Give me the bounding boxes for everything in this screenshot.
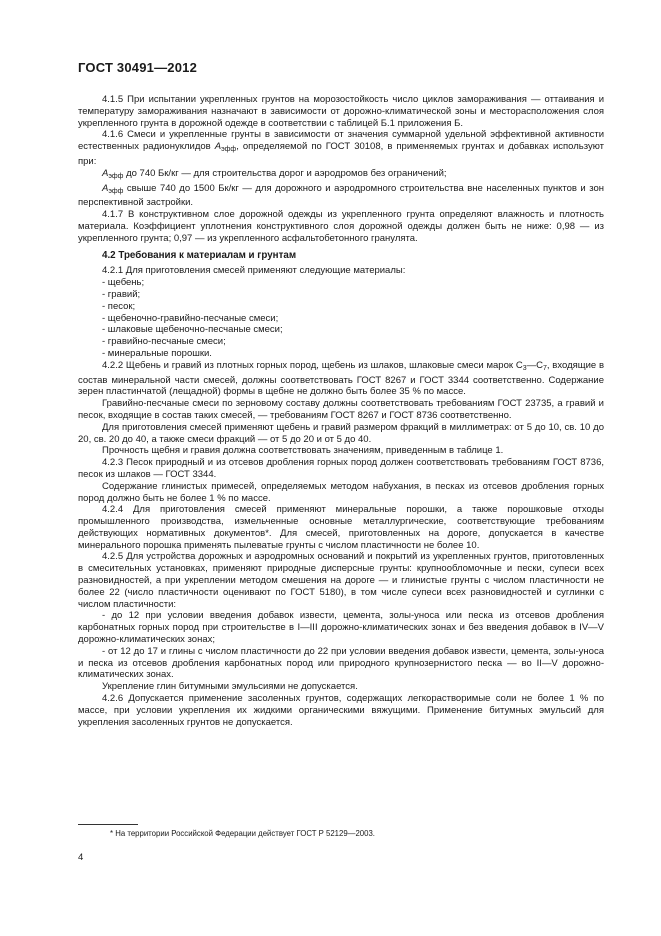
paragraph-4-2-6: 4.2.6 Допускается применение засоленных грунтов, содержащих легкорастворимые соли не более 1 % по массе, при условии укрепления их жидкими органическими вяжущими. Применение битумных эмульсий для укрепления засоленных грунтов не допускается. [78, 693, 604, 728]
paragraph-4-2-2-sand-gravel: Гравийно-песчаные смеси по зерновому составу должны соответствовать требованиям ГОСТ 23735, а гравий и песок, входящие в состав таких смесей, — требованиям ГОСТ 8267 и ГОСТ 8736 соответственно. [78, 398, 604, 421]
paragraph-4-2-5: 4.2.5 Для устройства дорожных и аэродромных оснований и покрытий из укрепленных грунтов, приготовленных в смесительных установках, применяют природные дисперсные грунты: крупнообломочные и пески, супеси всех разновидностей, а при укреплении методом смешения на дороге — и глинистые грунты с числом пластичности не более 22 (число пластичности оценивают по ГОСТ 5180), в том числе супеси всех разновидностей и суглинки с числом пластичности: [78, 551, 604, 610]
paragraph-4-1-6-item-1: $A_{эфф}$ до 740 Бк/кг — для строительства дорог и аэродромов без ограничений; [102, 167, 447, 180]
document-header: ГОСТ 30491—2012 [78, 60, 197, 75]
paragraph-4-1-7: 4.1.7 В конструктивном слое дорожной одежды из укрепленного грунта определяют влажность и плотность материала. Коэффициент уплотнения конструктивного слоя дорожной одежды должен быть не ниже: 0,98 — из укрепленного грунта; 0,97 — из укрепленного асфальтобетонного гранулята. [78, 209, 604, 244]
paragraph-4-2-5-item-2: - от 12 до 17 и глины с числом пластичности до 22 при условии введения добавок извести, цемента, золы-уноса и песка из отсевов дробления карбонатных пород или природного крупнозернистого песка — во II—V дорожно-климатических зонах. [78, 645, 604, 681]
materials-list [78, 277, 604, 360]
footnote: * На территории Российской Федерации действует ГОСТ Р 52129—2003. [110, 829, 375, 838]
list-item: - гравий; [102, 288, 141, 300]
paragraph-4-2-2-strength: Прочность щебня и гравия должна соответствовать значениям, приведенным в таблице 1. [102, 445, 504, 457]
paragraph-4-1-6: 4.1.6 Смеси и укрепленные грунты в зависимости от значения суммарной удельной эффективной активности естественных радионуклидов $A_{эфф}$, определяемой по ГОСТ 30108, в применяемых грунтах и добавках используют при: [78, 129, 604, 167]
paragraph-4-2-3-clay: Содержание глинистых примесей, определяемых методом набухания, в песках из отсевов дробления горных пород должно быть не более 1 % по массе. [78, 480, 604, 504]
page-content [78, 94, 604, 728]
list-item: - шлаковые щебеночно-песчаные смеси; [102, 324, 283, 336]
paragraph-4-2-5-note: Укрепление глин битумными эмульсиями не допускается. [102, 681, 358, 693]
list-item: - минеральные порошки. [102, 347, 212, 359]
paragraph-4-2-1: 4.2.1 Для приготовления смесей применяют следующие материалы: [102, 265, 406, 277]
list-item: - песок; [102, 300, 136, 312]
paragraph-4-2-5-item-1: - до 12 при условии введения добавок извести, цемента, золы-уноса или песка из отсевов дробления карбонатных горных пород при строительстве в I—III дорожно-климатических зонах и без введения добавок в IV—V дорожно-климатических зонах; [78, 610, 604, 646]
paragraph-4-1-6-item-2: $A_{эфф}$ свыше 740 до 1500 Бк/кг — для дорожного и аэродромного строительства вне населенных пунктов и зон перспективной застройки. [78, 182, 604, 209]
page-number: 4 [78, 852, 84, 863]
section-heading-4-2: 4.2 Требования к материалам и грунтам [102, 249, 297, 261]
paragraph-4-2-2: 4.2.2 Щебень и гравий из плотных горных пород, щебень из шлаков, шлаковые смеси марок $С_3—С_7$, входящие в состав минеральной части смесей, должны соответствовать ГОСТ 8267 и ГОСТ 3344 соответственно. Содержание зерен пластинчатой (лещадной) формы в щебне не должно быть более 35 % по массе. [78, 359, 605, 398]
list-item: - гравийно-песчаные смеси; [102, 336, 226, 348]
paragraph-4-2-4: 4.2.4 Для приготовления смесей применяют минеральные порошки, а также порошковые отходы промышленного производства, измельченные основные металлургические, соответствующие требованиям действующих нормативных документов*. Для смесей, приготовленных на дороге, допускается в качестве минерального порошка применять пылеватые грунты с числом пластичности не более 10. [78, 504, 604, 551]
paragraph-4-2-2-fractions: Для приготовления смесей применяют щебень и гравий размером фракций в миллиметрах: от 5 до 10, св. 10 до 20, св. 20 до 40, а также смеси фракций — от 5 до 20 и от 5 до 40. [78, 421, 604, 445]
paragraph-4-1-5: 4.1.5 При испытании укрепленных грунтов на морозостойкость число циклов замораживания — оттаивания и температуру замораживания назначают в зависимости от дорожно-климатической зоны и месторасположения слоя укрепленного грунта в дорожной одежде в соответствии с таблицей Б.1 приложения Б. [78, 94, 604, 129]
list-item: - щебень; [102, 277, 145, 289]
list-item: - щебеночно-гравийно-песчаные смеси; [102, 312, 279, 324]
paragraph-4-2-3: 4.2.3 Песок природный и из отсевов дробления горных пород должен соответствовать требованиям ГОСТ 8736, песок из шлаков — ГОСТ 3344. [78, 457, 604, 480]
footnote-divider [78, 824, 138, 825]
